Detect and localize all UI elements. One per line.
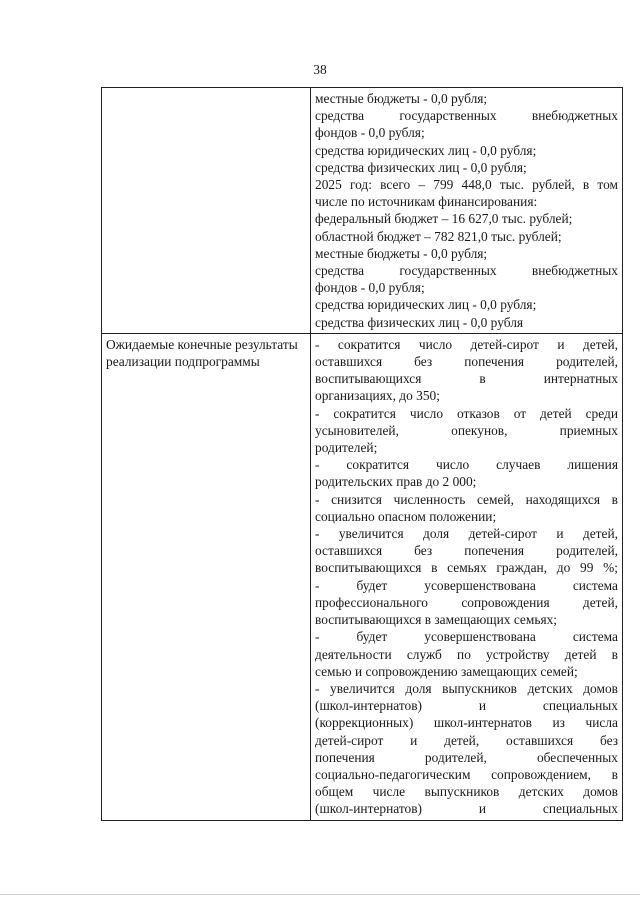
text-line: общем числе выпускников детских домов	[315, 784, 618, 800]
text-line: средства физических лиц - 0,0 рубля;	[315, 159, 527, 175]
text-line: профессионального сопровождения детей,	[315, 594, 618, 610]
text-line: (школ-интернатов) и специальных	[315, 801, 618, 817]
text-line: областной бюджет – 782 821,0 тыс. рублей;	[315, 228, 562, 244]
text-line: - сократится число отказов от детей среди	[315, 405, 618, 421]
text-line: - будет усовершенствована система	[315, 577, 618, 593]
text-line: родителей;	[315, 440, 378, 456]
text-line: попечения родителей, обеспеченных	[315, 749, 618, 765]
row-content-cell	[311, 88, 623, 334]
text-line: усыновителей, опекунов, приемных	[315, 422, 618, 438]
text-line: социально-педагогическим сопровождением, в	[315, 766, 618, 782]
row-label-cell	[102, 88, 311, 334]
text-line: местные бюджеты - 0,0 рубля;	[315, 91, 488, 106]
text-line: воспитывающихся в интернатных	[315, 371, 618, 387]
text-line: оставшихся без попечения родителей,	[315, 543, 618, 559]
text-line: (школ-интернатов) и специальных	[315, 698, 618, 714]
text-line: федеральный бюджет – 16 627,0 тыс. рублей;	[315, 211, 573, 227]
text-line: семью и сопровождению замещающих семей;	[315, 663, 578, 679]
text-line: - будет усовершенствована система	[315, 629, 618, 645]
text-line: средства государственных внебюджетных	[315, 108, 618, 124]
text-line: средства юридических лиц - 0,0 рубля;	[315, 297, 537, 313]
bottom-divider	[0, 894, 640, 895]
text-line: детей-сирот и детей, оставшихся без	[315, 732, 618, 748]
table-row	[102, 88, 623, 334]
text-line: 2025 год: всего – 799 448,0 тыс. рублей, в том	[315, 177, 618, 193]
text-line: местные бюджеты - 0,0 рубля;	[315, 245, 488, 261]
text-line: - снизится численность семей, находящихся в	[315, 491, 618, 507]
text-line: (коррекционных) школ-интернатов из числа	[315, 715, 618, 731]
text-line: социально опасном положении;	[315, 508, 497, 524]
text-line: средства государственных внебюджетных	[315, 263, 618, 279]
page-number: 38	[313, 62, 327, 77]
text-line: оставшихся без попечения родителей,	[315, 354, 618, 370]
text-line: воспитывающихся в замещающих семьях;	[315, 612, 558, 628]
subprogram-passport-table	[101, 87, 623, 821]
text-line: организациях, до 350;	[315, 388, 440, 404]
text-line: числе по источникам финансирования:	[315, 194, 538, 210]
text-line: фондов - 0,0 рубля;	[315, 280, 425, 296]
text-line: средства юридических лиц - 0,0 рубля;	[315, 142, 537, 158]
text-line: воспитывающихся в семьях граждан, до 99 %;	[315, 560, 618, 576]
text-line: - увеличится доля детей-сирот и детей,	[315, 526, 618, 542]
table-row	[102, 333, 623, 820]
text-line: фондов - 0,0 рубля;	[315, 125, 425, 141]
text-line: деятельности служб по устройству детей в	[315, 646, 618, 662]
text-line: - сократится число детей-сирот и детей,	[315, 336, 618, 352]
text-line: родительских прав до 2 000;	[315, 474, 477, 490]
text-line: средства физических лиц - 0,0 рубля	[315, 314, 524, 330]
row-label-cell: Ожидаемые конечные результаты реализации подпрограммы	[102, 333, 311, 820]
text-line: - увеличится доля выпускников детских домов	[315, 680, 618, 696]
row-content-cell	[311, 333, 623, 820]
text-line: - сократится число случаев лишения	[315, 457, 618, 473]
